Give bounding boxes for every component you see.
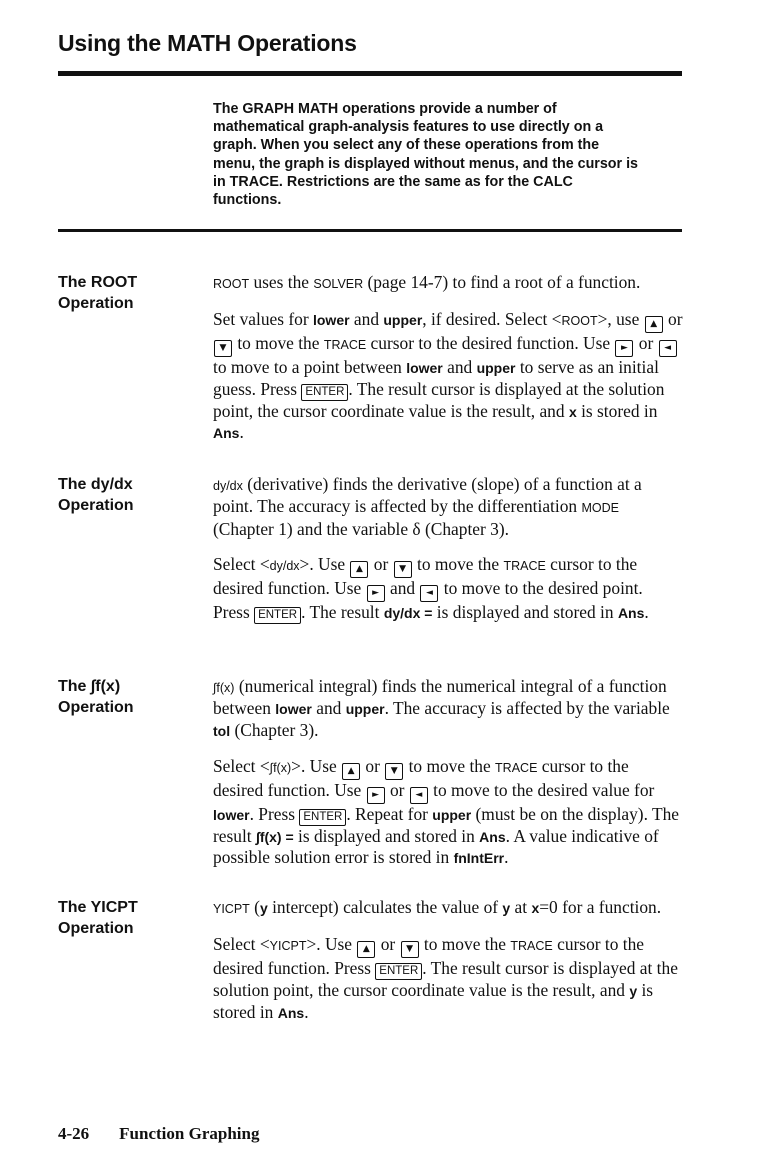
down-arrow-key-icon: ▼ — [385, 763, 403, 780]
page-number: 4-26 — [58, 1124, 90, 1143]
down-arrow-key-icon: ▼ — [394, 561, 412, 578]
intro-line: mathematical graph-analysis features to use directly on a — [213, 119, 604, 136]
section-rule — [58, 229, 682, 232]
intro-line: graph. When you select any of these operations from the — [213, 137, 600, 154]
right-arrow-key-icon: ► — [615, 340, 633, 357]
left-arrow-key-icon: ◄ — [420, 585, 438, 602]
down-arrow-key-icon: ▼ — [214, 340, 232, 357]
section-heading: The ROOT Operation — [58, 274, 138, 312]
section-body — [213, 897, 683, 1038]
section-heading: The dy/dx Operation — [58, 476, 134, 514]
section-heading: The YICPT Operation — [58, 899, 138, 937]
intro-line: The GRAPH MATH operations provide a number of — [213, 101, 557, 117]
section-body — [213, 676, 683, 883]
enter-key-icon: ENTER — [301, 384, 348, 401]
paragraph: ROOT uses the SOLVER (page 14-7) to find a root of a function. — [213, 272, 641, 292]
paragraph: Set values for lower and upper, if desired. Select <ROOT>, use ▲ or ▼ to move the TRACE cursor to the desired function. Use ► or ◄ to move to a point between lower and upper to serve as an initial guess. Press ENTER . The result cursor is displayed at the solution point, the cursor coordinate value is the result, and x is stored in Ans. — [213, 309, 683, 442]
paragraph: Select <YICPT>. Use ▲ or ▼ to move the TRACE cursor to the desired function. Press ENTER . The result cursor is displayed at the solution point, the cursor coordinate value is the result, and y is stored in Ans. — [213, 934, 678, 1022]
paragraph: ∫f(x) (numerical integral) finds the numerical integral of a function between lower and upper. The accuracy is affected by the variable tol (Chapter 3). — [213, 676, 670, 740]
intro-line: menu, the graph is displayed without menus, and the cursor is — [213, 155, 639, 172]
paragraph: Select <∫f(x)>. Use ▲ or ▼ to move the TRACE cursor to the desired function. Use ► or ◄ to move to the desired value for lower. Press ENTER . Repeat for upper (must be on the display). The result ∫f(x) = is displayed and stored in Ans. A value indicative of possible solution error is stored in fnIntErr. — [213, 755, 680, 868]
left-arrow-key-icon: ◄ — [659, 340, 677, 357]
up-arrow-key-icon: ▲ — [645, 316, 663, 333]
left-arrow-key-icon: ◄ — [410, 787, 428, 804]
enter-key-icon: ENTER — [254, 607, 301, 624]
intro-line: functions. — [213, 192, 282, 209]
right-arrow-key-icon: ► — [367, 787, 385, 804]
page-title: Using the MATH Operations — [58, 30, 357, 56]
down-arrow-key-icon: ▼ — [401, 941, 419, 958]
chapter-title: Function Graphing — [119, 1124, 260, 1143]
enter-key-icon: ENTER — [375, 963, 422, 980]
intro-text — [213, 100, 683, 209]
paragraph: Select <dy/dx>. Use ▲ or ▼ to move the TRACE cursor to the desired function. Use ► and ◄ to move to the desired point. Press ENTER . The result dy/dx = is displayed and stored in Ans. — [213, 553, 649, 622]
section-body — [213, 474, 683, 639]
up-arrow-key-icon: ▲ — [342, 763, 360, 780]
page-footer — [58, 1124, 259, 1144]
right-arrow-key-icon: ► — [367, 585, 385, 602]
top-rule — [58, 71, 682, 76]
section-heading: The ∫f(x) Operation — [58, 678, 134, 716]
paragraph: dy/dx (derivative) finds the derivative (slope) of a function at a point. The accuracy is affected by the differentiation MODE (Chapter 1) and the variable δ (Chapter 3). — [213, 474, 642, 539]
section-body — [213, 272, 683, 458]
up-arrow-key-icon: ▲ — [357, 941, 375, 958]
intro-line: in TRACE. Restrictions are the same as for the CALC — [213, 173, 573, 190]
paragraph: YICPT (y intercept) calculates the value of y at x=0 for a function. — [213, 897, 662, 917]
up-arrow-key-icon: ▲ — [350, 561, 368, 578]
enter-key-icon: ENTER — [299, 809, 346, 826]
